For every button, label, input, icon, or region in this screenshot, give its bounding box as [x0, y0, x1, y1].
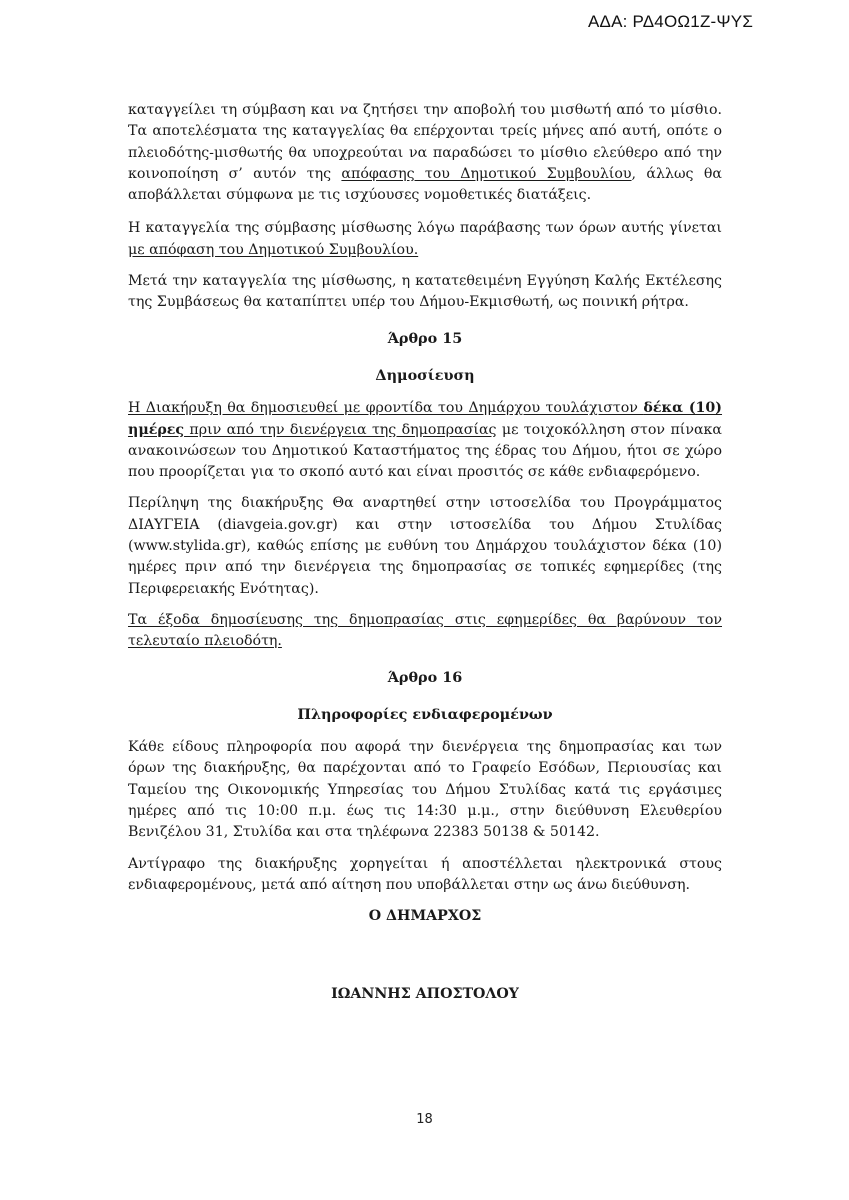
ada-identifier: ΑΔΑ: ΡΔ4ΟΩ1Ζ-ΨΥΣ: [588, 12, 754, 31]
article-16-paragraph-2: Αντίγραφο της διακήρυξης χορηγείται ή αποστέλλεται ηλεκτρονικά στους ενδιαφερομένους, μετά από αίτηση που υποβάλλεται στην ως άνω διεύθυνση.: [128, 855, 722, 893]
underlined-text: Η Διακήρυξη θα δημοσιευθεί με φροντίδα του Δημάρχου τουλάχιστον: [128, 400, 644, 417]
paragraph-termination-decision: [128, 218, 722, 261]
text: καταγγείλει τη σύμβαση και να ζητήσει την αποβολή του μισθωτή από το μίσθιο. Τα αποτελέσματα της καταγγελίας θα επέρχονται τρείς μήνες από αυτή, οπότε ο πλειοδότης-μισθωτής θα υποχρεούται να παραδώσει το μίσθιο ελεύθερο από την κοινοποίηση σ’ αυτόν της: [128, 102, 722, 182]
text: , άλλως θα αποβάλλεται σύμφωνα με τις ισχύουσες νομοθετικές διατάξεις.: [128, 165, 722, 204]
text: με τοιχοκόλληση στον πίνακα ανακοινώσεων του Δημοτικού Καταστήματος της έδρας του Δήμου, ήτοι σε χώρο που προορίζεται για το σκοπό αυτό και είναι προσιτός σε κάθε ενδιαφερόμενο.: [128, 421, 722, 481]
underlined-text: πριν από την διενέργεια της δημοπρασίας: [184, 421, 497, 438]
underlined-text: απόφασης του Δημοτικού Συμβουλίου: [341, 165, 632, 182]
article-15-paragraph-3: Τα έξοδα δημοσίευσης της δημοπρασίας στις εφημερίδες θα βαρύνουν τον τελευταίο πλειοδότη.: [128, 611, 722, 650]
document-body: [128, 100, 722, 1015]
article-16-number: Άρθρο 16: [387, 668, 463, 686]
page-number: 18: [416, 1112, 433, 1127]
underlined-bold-text: δέκα (10) ημέρες: [128, 400, 723, 438]
paragraph-termination-effects: [128, 100, 722, 206]
article-16-title: Πληροφορίες ενδιαφερομένων: [297, 705, 553, 723]
article-15-paragraph-1: [128, 398, 722, 483]
article-15-number: Άρθρο 15: [387, 329, 463, 347]
article-15-paragraph-2: Περίληψη της διακήρυξης Θα αναρτηθεί στην ιστοσελίδα του Προγράμματος ΔΙΑΥΓΕΙΑ (diavgeia.gov.gr) και στην ιστοσελίδα του Δήμου Στυλίδας (www.stylida.gr), καθώς επίσης με ευθύνη του Δημάρχου τουλάχιστον δέκα (10) ημέρες πριν από την διενέργεια της δημοπρασίας σε τοπικές εφημερίδες (της Περιφερειακής Ενότητας).: [128, 495, 722, 597]
article-16-paragraph-1: Κάθε είδους πληροφορία που αφορά την διενέργεια της δημοπρασίας και των όρων της διακήρυξης, θα παρέχονται από το Γραφείο Εσόδων, Περιουσίας και Ταμείου της Οικονομικής Υπηρεσίας του Δήμου Στυλίδας κατά τις εργάσιμες ημέρες από τις 10:00 π.μ. έως τις 14:30 μ.μ., στην διεύθυνση Ελευθερίου Βενιζέλου 31, Στυλίδα και στα τηλέφωνα 22383 50138 & 50142.: [128, 739, 722, 841]
underlined-text: με απόφαση του Δημοτικού Συμβουλίου.: [128, 241, 419, 258]
article-15-title: Δημοσίευση: [375, 366, 475, 384]
paragraph-guarantee-forfeit: Μετά την καταγγελία της μίσθωσης, η κατατεθειμένη Εγγύηση Καλής Εκτέλεσης της Συμβάσεως θα καταπίπτει υπέρ του Δήμου-Εκμισθωτή, ως ποινική ρήτρα.: [128, 273, 722, 311]
mayor-name: ΙΩΑΝΝΗΣ ΑΠΟΣΤΟΛΟΥ: [331, 985, 519, 1002]
mayor-title: Ο ΔΗΜΑΡΧΟΣ: [368, 908, 482, 925]
text: Η καταγγελία της σύμβασης μίσθωσης λόγω παράβασης των όρων αυτής γίνεται: [128, 220, 722, 237]
